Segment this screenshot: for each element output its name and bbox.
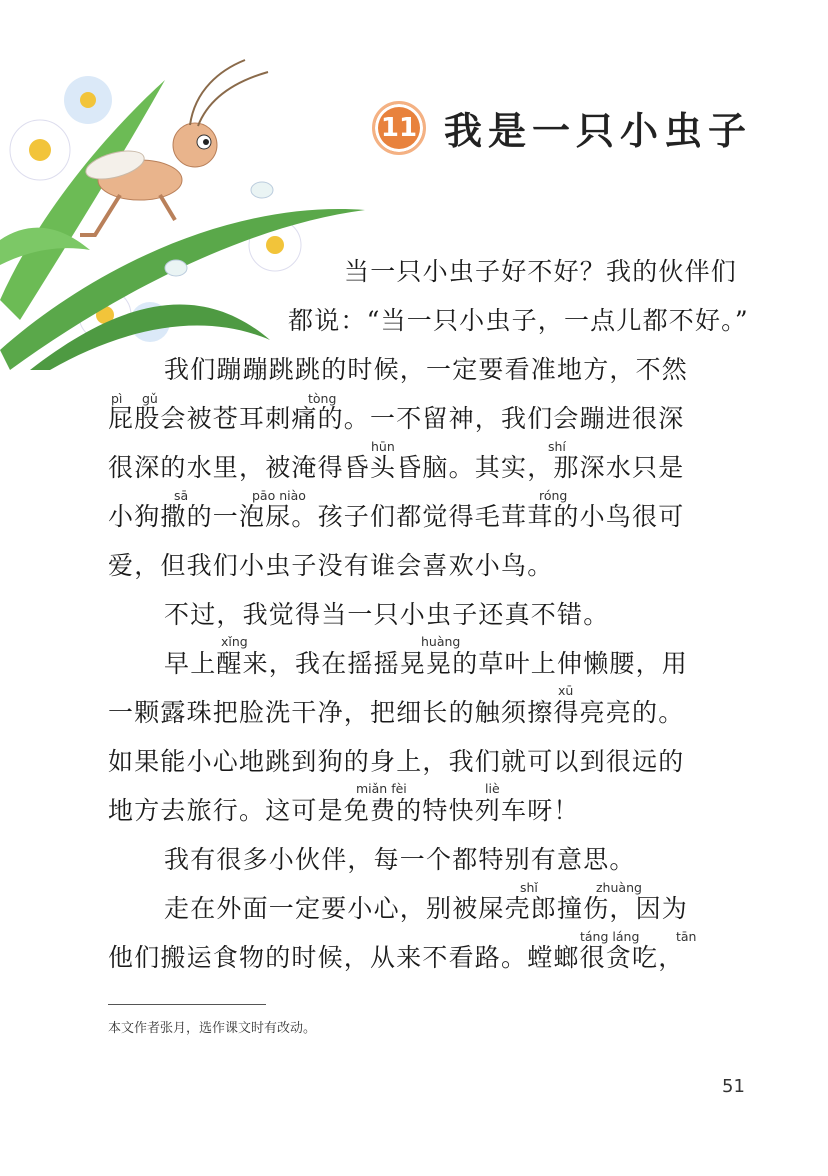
- pinyin: miǎn fèi: [356, 781, 407, 796]
- pinyin: liè: [485, 781, 500, 796]
- pinyin: shǐ: [520, 880, 538, 895]
- text-line: 地方去旅行。这可是免费的特快列车呀！: [108, 796, 580, 825]
- text-line: 他们搬运食物的时候，从来不看路。螳螂很贪吃，: [108, 943, 685, 972]
- text-line: 爱，但我们小虫子没有谁会喜欢小鸟。: [108, 551, 554, 580]
- text-line: 屁股会被苍耳刺痛的。一不留神，我们会蹦进很深: [108, 404, 685, 433]
- pinyin: tān: [676, 929, 697, 944]
- text-line: 我们蹦蹦跳跳的时候，一定要看准地方，不然: [164, 355, 689, 384]
- text-line: 早上醒来，我在摇摇晃晃的草叶上伸懒腰，用: [164, 649, 689, 678]
- pinyin: huàng: [421, 634, 461, 649]
- text-line: 都说：“当一只小虫子，一点儿都不好。”: [288, 306, 749, 335]
- daisy-icon: [64, 76, 112, 124]
- pinyin: pì: [111, 391, 123, 406]
- pinyin: róng: [539, 488, 568, 503]
- pinyin: xū: [558, 683, 574, 698]
- dewdrop-icon: [165, 260, 187, 276]
- text-line: 一颗露珠把脸洗干净，把细长的触须擦得亮亮的。: [108, 698, 685, 727]
- footnote: 本文作者张月，选作课文时有改动。: [108, 1021, 317, 1036]
- lesson-header: [372, 100, 752, 155]
- pinyin: shí: [548, 439, 566, 454]
- pinyin: táng láng: [580, 929, 640, 944]
- pinyin: sā: [174, 488, 189, 503]
- pinyin: hūn: [371, 439, 395, 454]
- pinyin: pāo niào: [252, 488, 306, 503]
- pinyin: tòng: [308, 391, 337, 406]
- page-number: 51: [722, 1076, 745, 1097]
- pinyin: xǐng: [221, 634, 248, 649]
- text-line: 很深的水里，被淹得昏头昏脑。其实，那深水只是: [108, 453, 685, 482]
- text-line: 我有很多小伙伴，每一个都特别有意思。: [164, 845, 636, 874]
- text-line: 小狗撒的一泡尿。孩子们都觉得毛茸茸的小鸟很可: [108, 502, 685, 531]
- text-line: 走在外面一定要小心，别被屎壳郎撞伤，因为: [164, 894, 689, 923]
- lesson-title: 我是一只小虫子: [444, 108, 753, 153]
- dewdrop-icon: [251, 182, 273, 198]
- pinyin: zhuàng: [596, 880, 642, 895]
- daisy-icon: [10, 120, 70, 180]
- text-line: 当一只小虫子好不好？我的伙伴们: [344, 257, 738, 286]
- lesson-number-badge: 11: [372, 101, 426, 155]
- footnote-divider: [108, 1004, 266, 1005]
- text-line: 如果能小心地跳到狗的身上，我们就可以到很远的: [108, 747, 685, 776]
- pinyin: gǔ: [142, 391, 158, 406]
- text-line: 不过，我觉得当一只小虫子还真不错。: [164, 600, 610, 629]
